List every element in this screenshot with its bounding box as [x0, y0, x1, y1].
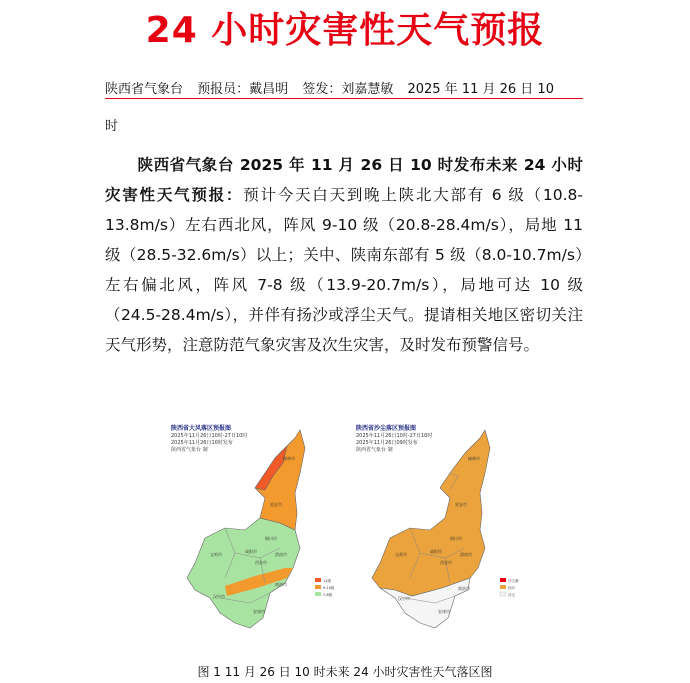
legend-label: 浮尘 [508, 593, 515, 597]
city-label: 西安市 [255, 560, 267, 565]
forecast-text: 预计今天白天到晚上陕北大部有 6 级（10.8-13.8m/s）左右西北风，阵风 9-10 级（20.8-28.4m/s），局地 11 级（28.5-32.6m/s）以上；关中、陕南东部有 5 级（8.0-10.7m/s）左右偏北风，阵风 7-8 级（13.9-20.7m/s），局地可达 10 级（24.5-28.4m/s），并伴有扬沙或浮尘天气。提请相关地区密切关注天气形势，注意防范气象灾害及次生灾害，及时发布预警信号。 [105, 186, 583, 354]
legend-swatch [500, 592, 506, 596]
wind-map [165, 418, 335, 638]
city-label: 榆林市 [468, 456, 480, 461]
city-label: 铜川市 [265, 536, 277, 541]
legend-swatch [500, 585, 506, 589]
city-label: 咸阳市 [245, 549, 257, 554]
dust-map-svg [350, 418, 520, 638]
city-label: 渭南市 [275, 552, 287, 557]
dust-map-line: 2025年11月26日10时-27日10时 [356, 433, 433, 439]
dust-region-orange [372, 430, 490, 596]
figure-area [165, 418, 545, 648]
city-label: 宝鸡市 [395, 552, 407, 557]
legend-label: 扬沙 [508, 586, 515, 590]
city-label: 汉中市 [213, 594, 225, 599]
legend-label: 11级 [323, 579, 331, 583]
city-label: 铜川市 [450, 536, 462, 541]
city-label: 延安市 [270, 502, 282, 507]
meta-line [105, 78, 583, 97]
wind-map-line: 2025年11月26日10时-27日10时 [171, 433, 248, 439]
wind-map-line: 陕西省气象台 制 [171, 447, 208, 453]
forecast-lead: 陕西省气象台 2025 年 11 月 26 日 10 时发布未来 24 小时灾害性天气预报： [105, 156, 583, 204]
city-label: 商洛市 [275, 582, 287, 587]
city-label: 安康市 [253, 609, 265, 614]
legend-label: 7-8级 [323, 593, 333, 597]
dust-map-line: 陕西省气象台 制 [356, 447, 393, 453]
figure-caption: 图 1 11 月 26 日 10 时未来 24 小时灾害性天气落区图 [197, 665, 493, 679]
city-label: 宝鸡市 [210, 552, 222, 557]
city-label: 汉中市 [398, 596, 410, 601]
wind-map-svg [165, 418, 335, 638]
legend-swatch [500, 578, 506, 582]
city-label: 咸阳市 [430, 549, 442, 554]
city-label: 商洛市 [458, 586, 470, 591]
dust-map-title: 陕西省沙尘落区预报图 [356, 425, 417, 432]
legend-swatch [315, 585, 321, 589]
meta-org: 陕西省气象台 [105, 82, 184, 97]
dust-map-line: 2025年11月26日09时发布 [356, 440, 418, 446]
meta-datetime: 2025 年 11 月 26 日 10 [407, 82, 554, 97]
legend-label: 沙尘暴 [508, 579, 519, 583]
city-label: 延安市 [455, 502, 467, 507]
meta-datetime-tail: 时 [105, 119, 119, 134]
legend-label: 9-10级 [323, 586, 335, 590]
city-label: 榆林市 [283, 456, 295, 461]
meta-signer: 签发：刘嘉慧敏 [302, 82, 394, 97]
dust-map [350, 418, 520, 638]
legend-swatch [315, 592, 321, 596]
forecast-paragraph [105, 150, 583, 360]
legend-swatch [315, 578, 321, 582]
wind-map-title: 陕西省大风落区预报图 [171, 425, 232, 432]
city-label: 安康市 [438, 609, 450, 614]
meta-divider [105, 98, 583, 99]
city-label: 西安市 [440, 560, 452, 565]
city-label: 渭南市 [460, 552, 472, 557]
page-title: 24 小时灾害性天气预报 [145, 10, 545, 51]
wind-map-line: 2025年11月26日10时发布 [171, 440, 233, 446]
meta-forecaster: 预报员：戴昌明 [197, 82, 289, 97]
